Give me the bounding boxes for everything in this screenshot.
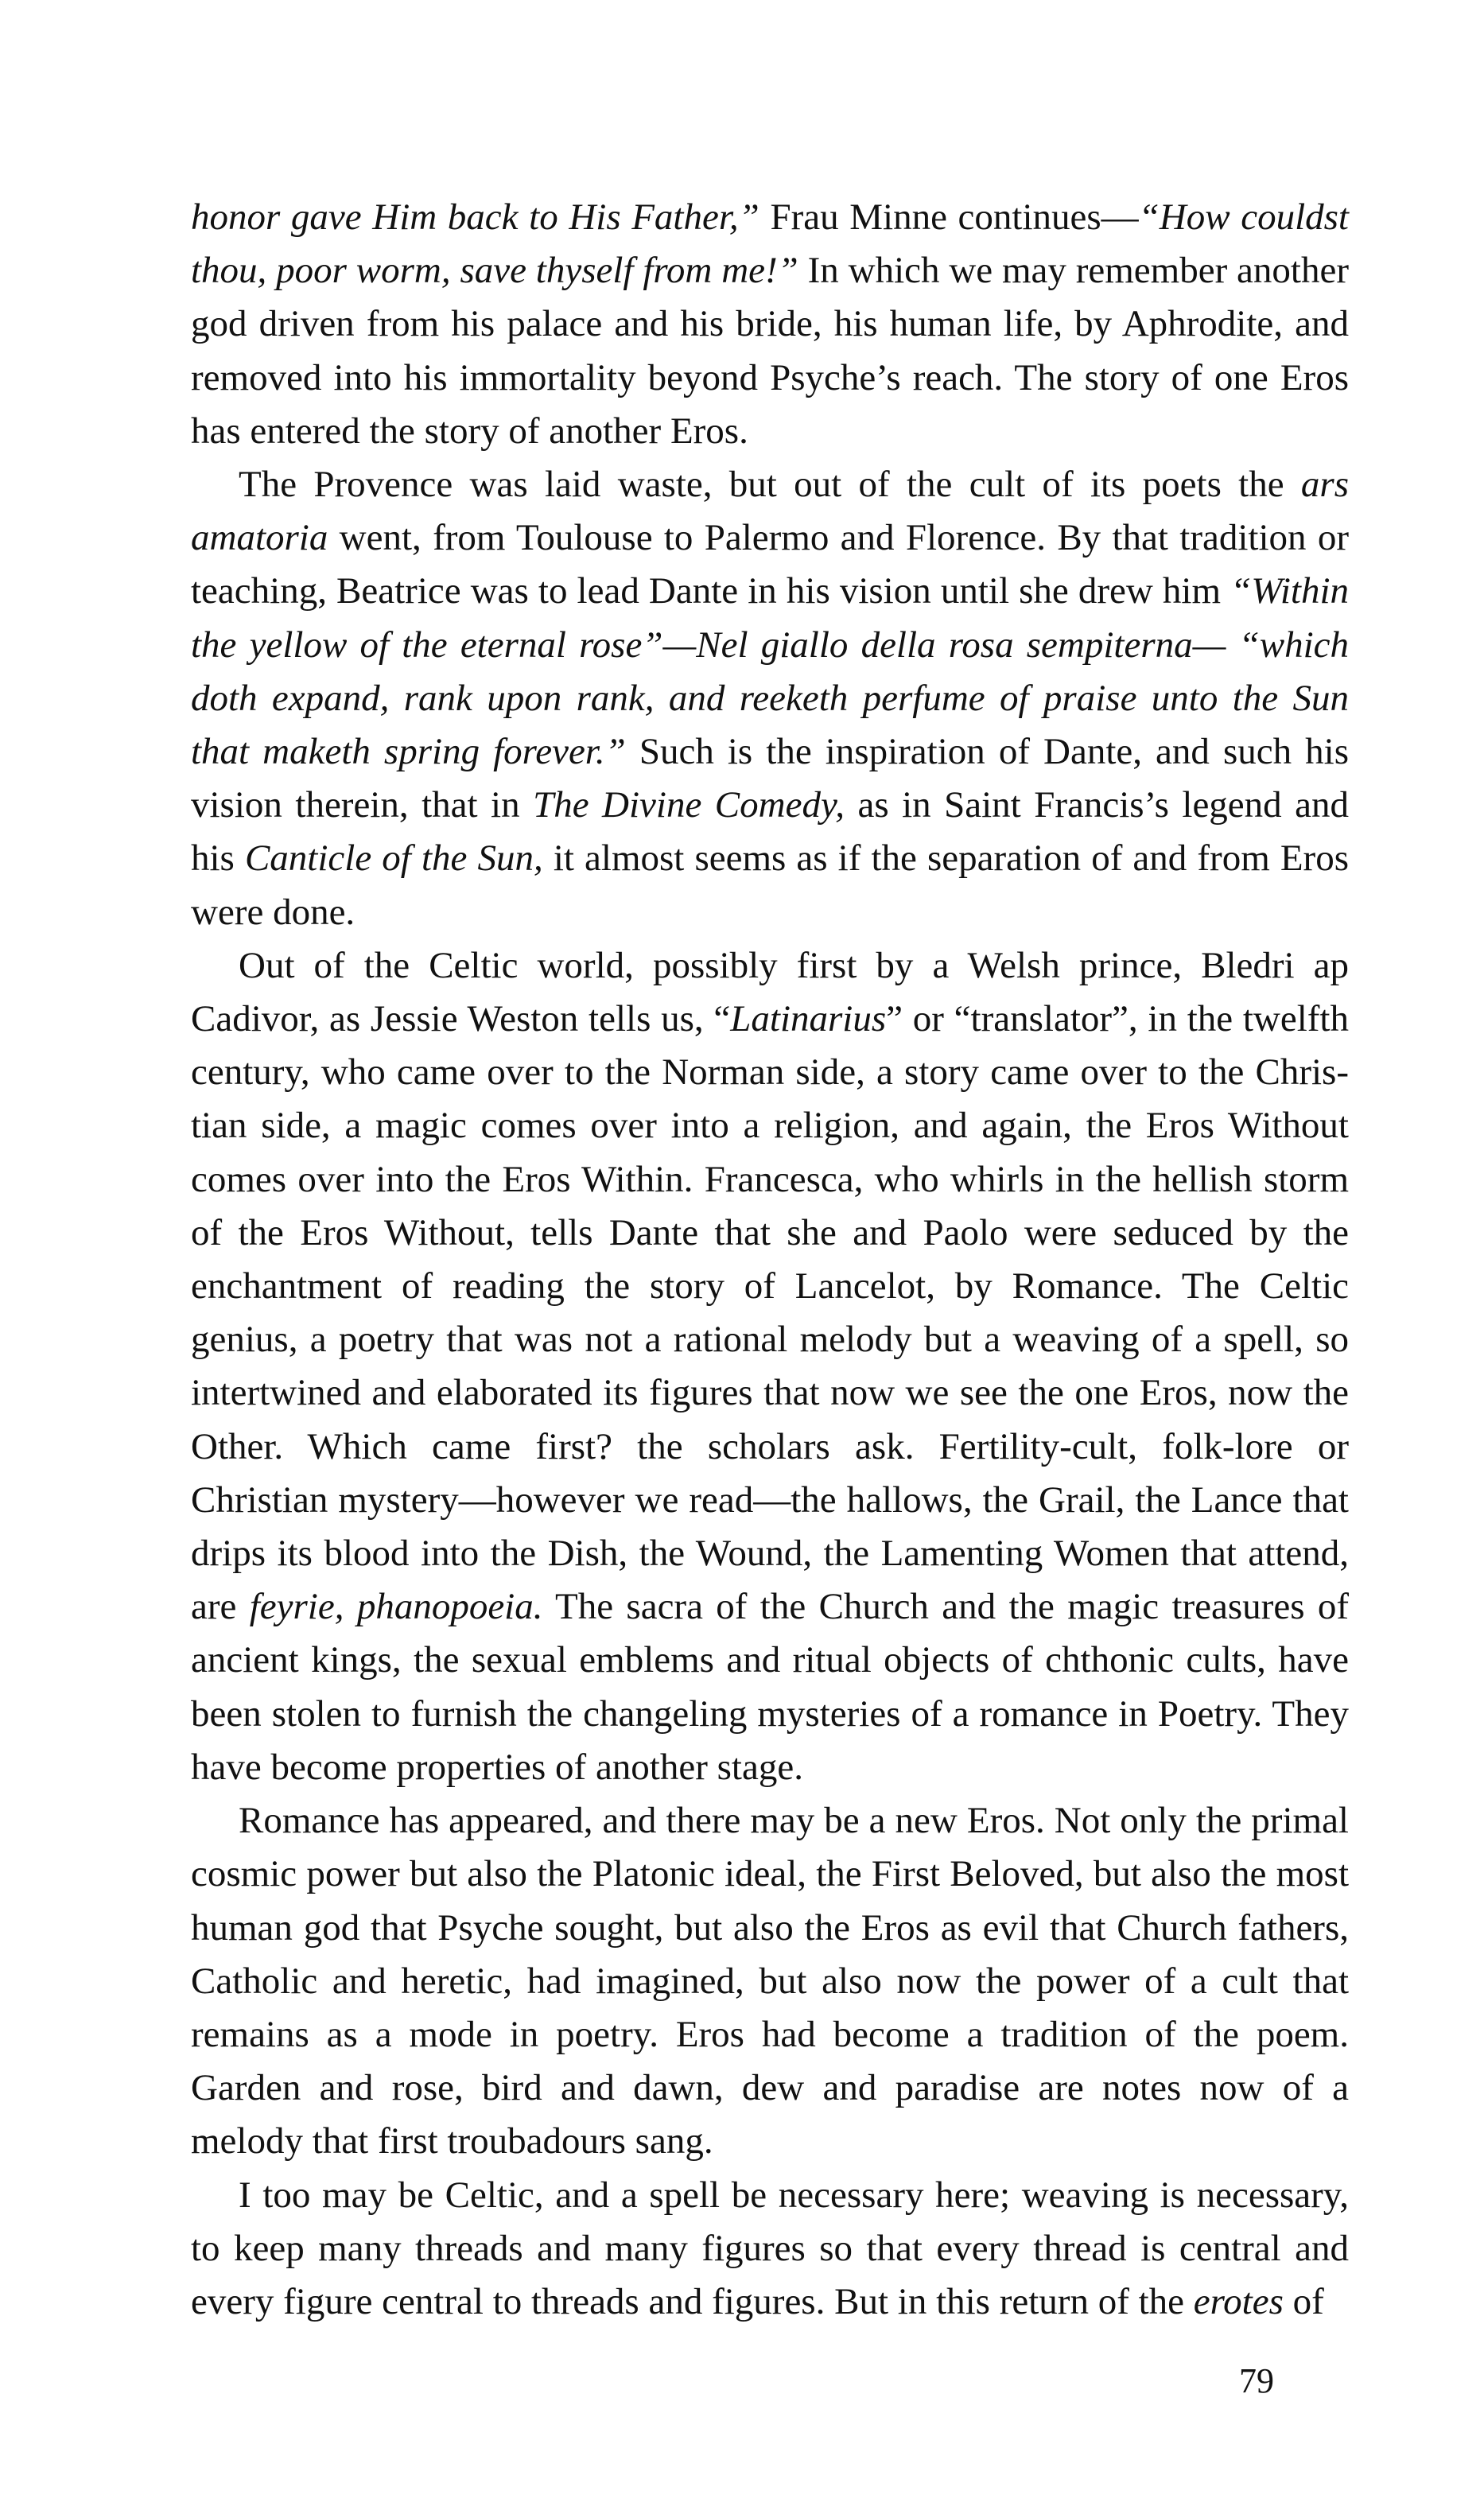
- text-run: Such is the inspiration of Dante, and such his vision therein, that in: [191, 731, 1349, 826]
- italic-text-run: honor gave Him back to His Father,”: [191, 196, 759, 238]
- text-run: Out of the Celtic world, possibly first by a Welsh prince, Bledri ap Cadivor, as Jessie Weston tells us, “: [191, 944, 1349, 1040]
- text-run: ” or “translator”, in the twelfth century, who came over to the Norman side, a story came over to the Christian side, a magic comes over into a religion, and again, the Eros Without comes over into the Eros Within. Francesca, who whirls in the hellish storm of the Eros Without, tells Dante that she and Paolo were seduced by the enchantment of reading the story of Lancelot, by Romance. The Celtic genius, a poetry that was not a rational melody but a weaving of a spell, so intertwined and elaborated its figures that now we see the one Eros, now the Other. Which came first? the scholars ask. Fertility-cult, folk-lore or Christian mystery—however we read—the hallows, the Grail, the Lance that drips its blood into the Dish, the Wound, the Lamenting Women that attend, are: [191, 998, 1349, 1628]
- italic-text-run: ars amatoria: [191, 464, 1349, 559]
- body-text: [191, 191, 1349, 2329]
- text-run: it almost seems as if the separation of and from Eros were done.: [191, 837, 1349, 933]
- paragraph-2: [191, 458, 1349, 939]
- italic-text-run: The Divine Comedy,: [533, 784, 845, 826]
- text-run: Frau Minne continues—: [759, 196, 1139, 238]
- paragraph-5: [191, 2169, 1349, 2330]
- text-run: In which we may remember another god driven from his palace and his bride, his human life, by Aphrodite, and removed into his immortality beyond Psyche’s reach. The story of one Eros has entered the story of another Eros.: [191, 250, 1349, 452]
- italic-text-run: erotes: [1193, 2280, 1284, 2322]
- italic-text-run: Latinarius: [730, 998, 887, 1040]
- italic-text-run: Canticle of the Sun,: [244, 837, 543, 880]
- text-run: I too may be Celtic, and a spell be necessary here; weaving is necessary, to keep many threads and many figures so that every thread is central and every figure central to threads and figures. But in this return of the: [191, 2174, 1349, 2322]
- italic-text-run: “How couldst thou, poor worm, save thyself from me!”: [191, 196, 1349, 292]
- text-run: Romance has appeared, and there may be a new Eros. Not only the primal cosmic power but also the Platonic ideal, the First Beloved, but also the most human god that Psyche sought, but also the Eros as evil that Church fathers, Catholic and heretic, had imagined, but also now the power of a cult that remains as a mode in poetry. Eros had become a tradition of the poem. Garden and rose, bird and dawn, dew and paradise are notes now of a melody that first troubadours sang.: [191, 1800, 1349, 2162]
- text-run: The sacra of the Church and the magic treasures of ancient kings, the sexual emblems and ritual objects of chthonic cults, have been stolen to furnish the changeling mysteries of a romance in Poetry. They have become properties of another stage.: [191, 1586, 1349, 1788]
- page-number: 79: [1239, 2361, 1274, 2400]
- paragraph-3: [191, 939, 1349, 1794]
- text-run: The Provence was laid waste, but out of the cult of its poets the: [239, 464, 1301, 506]
- paragraph-1: [191, 191, 1349, 458]
- paragraph-4: [191, 1794, 1349, 2168]
- italic-text-run: feyrie, phanopoeia.: [249, 1586, 543, 1628]
- text-run: as in Saint Francis’s legend and his: [191, 784, 1349, 880]
- text-run: went, from Toulouse to Palermo and Florence. By that tradition or teaching, Beatrice was to lead Dante in his vision until she drew him: [191, 517, 1349, 612]
- italic-text-run: “Within the yellow of the eternal rose”—Nel giallo della rosa sempiterna— “which doth expand, rank upon rank, and reeketh perfume of praise unto the Sun that maketh spring forever.”: [191, 570, 1349, 773]
- text-run: of: [1283, 2280, 1324, 2322]
